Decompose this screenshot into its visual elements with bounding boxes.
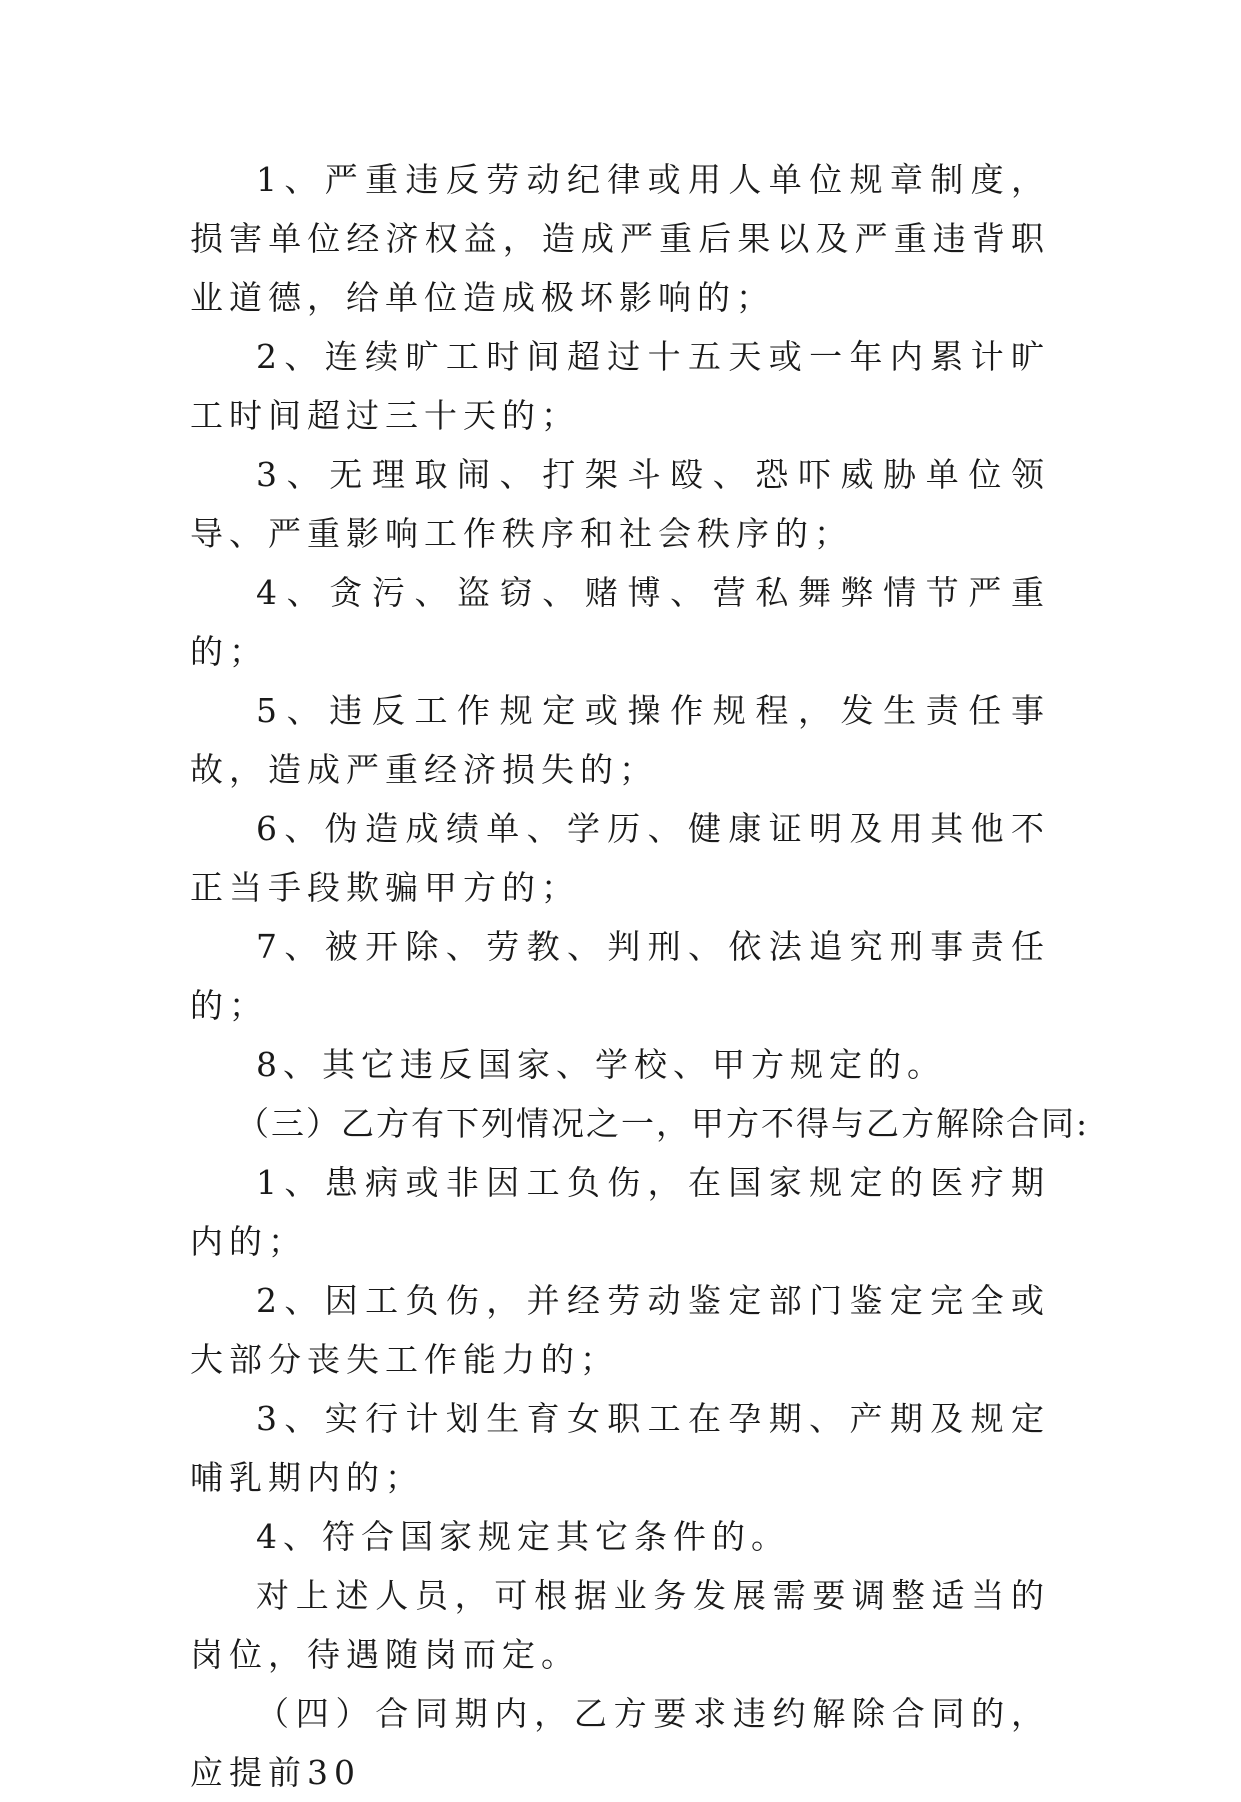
paragraph-protection-2: 2、因工负伤，并经劳动鉴定部门鉴定完全或大部分丧失工作能力的； — [190, 1281, 1050, 1379]
paragraph-dismissal-6: 6、伪造成绩单、学历、健康证明及用其他不正当手段欺骗甲方的； — [190, 809, 1050, 907]
paragraph-protection-1: 1、患病或非因工负伤，在国家规定的医疗期内的； — [190, 1163, 1050, 1261]
paragraph-dismissal-5: 5、违反工作规定或操作规程，发生责任事故，造成严重经济损失的； — [190, 691, 1050, 789]
document-body — [190, 150, 1090, 1802]
paragraph-dismissal-7: 7、被开除、劳教、判刑、依法追究刑事责任的； — [190, 927, 1050, 1025]
paragraph-dismissal-1: 1、严重违反劳动纪律或用人单位规章制度，损害单位经济权益，造成严重后果以及严重违背职业道德，给单位造成极坏影响的； — [190, 160, 1050, 317]
section-heading-4: （四）合同期内，乙方要求违约解除合同的，应提前30 — [190, 1694, 1050, 1792]
paragraph-dismissal-3: 3、无理取闹、打架斗殴、恐吓威胁单位领导、严重影响工作秩序和社会秩序的； — [190, 455, 1050, 553]
paragraph-dismissal-4: 4、贪污、盗窃、赌博、营私舞弊情节严重的； — [190, 573, 1050, 671]
paragraph-protection-4: 4、符合国家规定其它条件的。 — [256, 1517, 790, 1556]
paragraph-protection-3: 3、实行计划生育女职工在孕期、产期及规定哺乳期内的； — [190, 1399, 1050, 1497]
paragraph-adjustment: 对上述人员，可根据业务发展需要调整适当的岗位，待遇随岗而定。 — [190, 1576, 1050, 1674]
paragraph-dismissal-8: 8、其它违反国家、学校、甲方规定的。 — [256, 1045, 946, 1084]
section-heading-3: （三）乙方有下列情况之一，甲方不得与乙方解除合同: — [236, 1104, 1090, 1143]
paragraph-dismissal-2: 2、连续旷工时间超过十五天或一年内累计旷工时间超过三十天的； — [190, 337, 1050, 435]
